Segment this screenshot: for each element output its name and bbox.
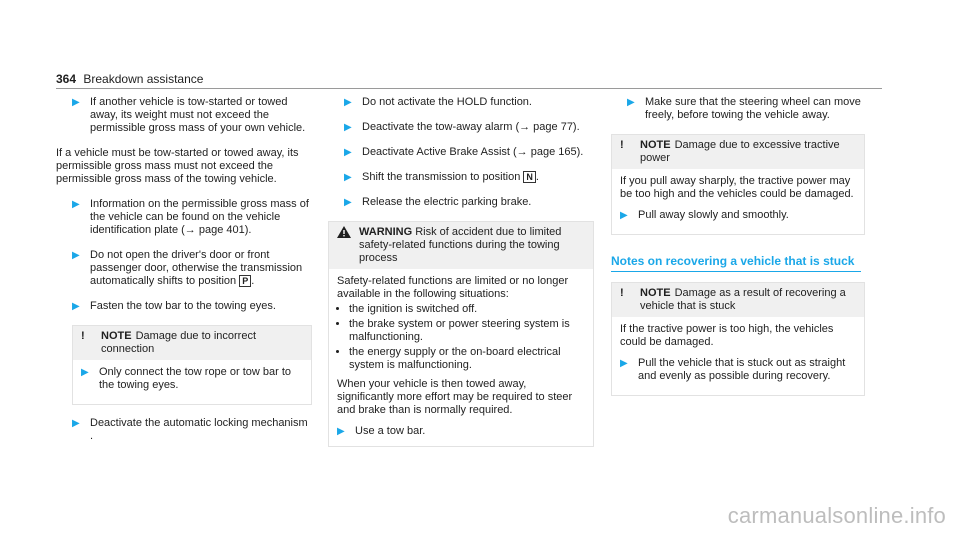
step-arrow-icon: ▶ (620, 358, 628, 369)
step-arrow-icon: ▶ (344, 122, 352, 133)
step-arrow-icon: ▶ (337, 426, 345, 437)
step-arrow-icon: ▶ (72, 250, 80, 261)
step-item: ▶ Do not activate the HOLD function. (344, 96, 532, 108)
gear-n-symbol: N (523, 171, 536, 183)
column-3 (611, 96, 865, 408)
step-arrow-icon: ▶ (344, 97, 352, 108)
note-box: ! NOTE Damage due to excessive tractive power If you pull away sharply, the tractive power may be too high and the vehicles could be damaged. ▶ Pull away slowly and smoothly. (611, 134, 865, 235)
step-item: ▶ Shift the transmission to position N . (344, 171, 539, 183)
column-2 (328, 96, 594, 459)
step-item: ▶ Release the electric parking brake. (344, 196, 532, 208)
note-box: ! NOTE Damage due to incorrect connection ▶ Only connect the tow rope or tow bar to the towing eyes. (72, 325, 312, 405)
step-item: ▶ Deactivate the automatic locking mechanism . (72, 417, 308, 442)
warning-box: WARNING Risk of accident due to limited safety-related functions during the towing process Safety-related functions are limited or no longer available in the following situations: • the ignition is switched off. • the brake system or power steering system is malfunctioning. • the energy supply or the on-board electrical system is malfunctioning. When your vehicle is then towed away, significantly more effort may be required to steer and brake than is normally required. ▶ Use a tow bar. (328, 221, 594, 447)
step-item: ▶ Deactivate the tow-away alarm (→ page 77). (344, 121, 580, 133)
step-item: ▶ Fasten the tow bar to the towing eyes. (72, 300, 276, 312)
gear-p-symbol: P (239, 275, 251, 287)
step-arrow-icon: ▶ (72, 199, 80, 210)
step-item: ▶ Use a tow bar. (337, 425, 426, 437)
step-arrow-icon: ▶ (344, 147, 352, 158)
page-header (56, 72, 203, 86)
step-item: ▶ Pull the vehicle that is stuck out as straight and evenly as possible during recovery. (620, 357, 846, 382)
warning-paragraph: When your vehicle is then towed away, significantly more effort may be required to steer and brake than is normally required. (337, 378, 573, 416)
list-item: • the energy supply or the on-board electrical system is malfunctioning. (349, 346, 585, 372)
step-arrow-icon: ▶ (72, 301, 80, 312)
warning-list (337, 303, 585, 372)
section-title: Notes on recovering a vehicle that is stuck (611, 255, 861, 272)
list-item: • the ignition is switched off. (349, 303, 585, 316)
warning-triangle-icon (337, 226, 359, 265)
page-number: 364 (56, 72, 77, 86)
step-arrow-icon: ▶ (72, 97, 80, 108)
step-item: ▶ Information on the permissible gross mass of the vehicle can be found on the vehicle identification plate (→ page 401). (72, 198, 309, 236)
exclamation-icon: ! (620, 139, 624, 151)
step-arrow-icon: ▶ (627, 97, 635, 108)
header-rule (56, 88, 882, 89)
step-arrow-icon: ▶ (620, 210, 628, 221)
column-1 (56, 96, 312, 455)
note-box: ! NOTE Damage as a result of recovering a vehicle that is stuck If the tractive power is too high, the vehicles could be damaged. ▶ Pull the vehicle that is stuck out as straight and evenly as possible during recovery. (611, 282, 865, 396)
watermark: carmanualsonline.info (727, 503, 946, 528)
step-item: ▶ If another vehicle is tow-started or towed away, its weight must not exceed the permissible gross mass of your own vehicle. (72, 96, 306, 134)
step-item: ▶ Deactivate Active Brake Assist (→ page 165). (344, 146, 584, 158)
step-item: ▶ Only connect the tow rope or tow bar to the towing eyes. (81, 366, 291, 391)
list-item: • the brake system or power steering system is malfunctioning. (349, 318, 585, 344)
step-arrow-icon: ▶ (344, 172, 352, 183)
step-arrow-icon: ▶ (81, 367, 89, 378)
exclamation-icon: ! (620, 287, 624, 299)
exclamation-icon: ! (81, 330, 85, 342)
warning-intro: Safety-related functions are limited or no longer available in the following situations: (337, 275, 569, 300)
step-item: ▶ Do not open the driver's door or front passenger door, otherwise the transmission automatically shifts to position P . (72, 249, 303, 287)
step-arrow-icon: ▶ (344, 197, 352, 208)
section-name: Breakdown assistance (83, 72, 204, 86)
step-item: ▶ Make sure that the steering wheel can move freely, before towing the vehicle away. (627, 96, 861, 121)
step-item: ▶ Pull away slowly and smoothly. (620, 209, 789, 221)
paragraph: If a vehicle must be tow-started or towed away, its permissible gross mass must not exceed the permissible gross mass of the towing vehicle. (56, 147, 299, 185)
step-arrow-icon: ▶ (72, 418, 80, 429)
